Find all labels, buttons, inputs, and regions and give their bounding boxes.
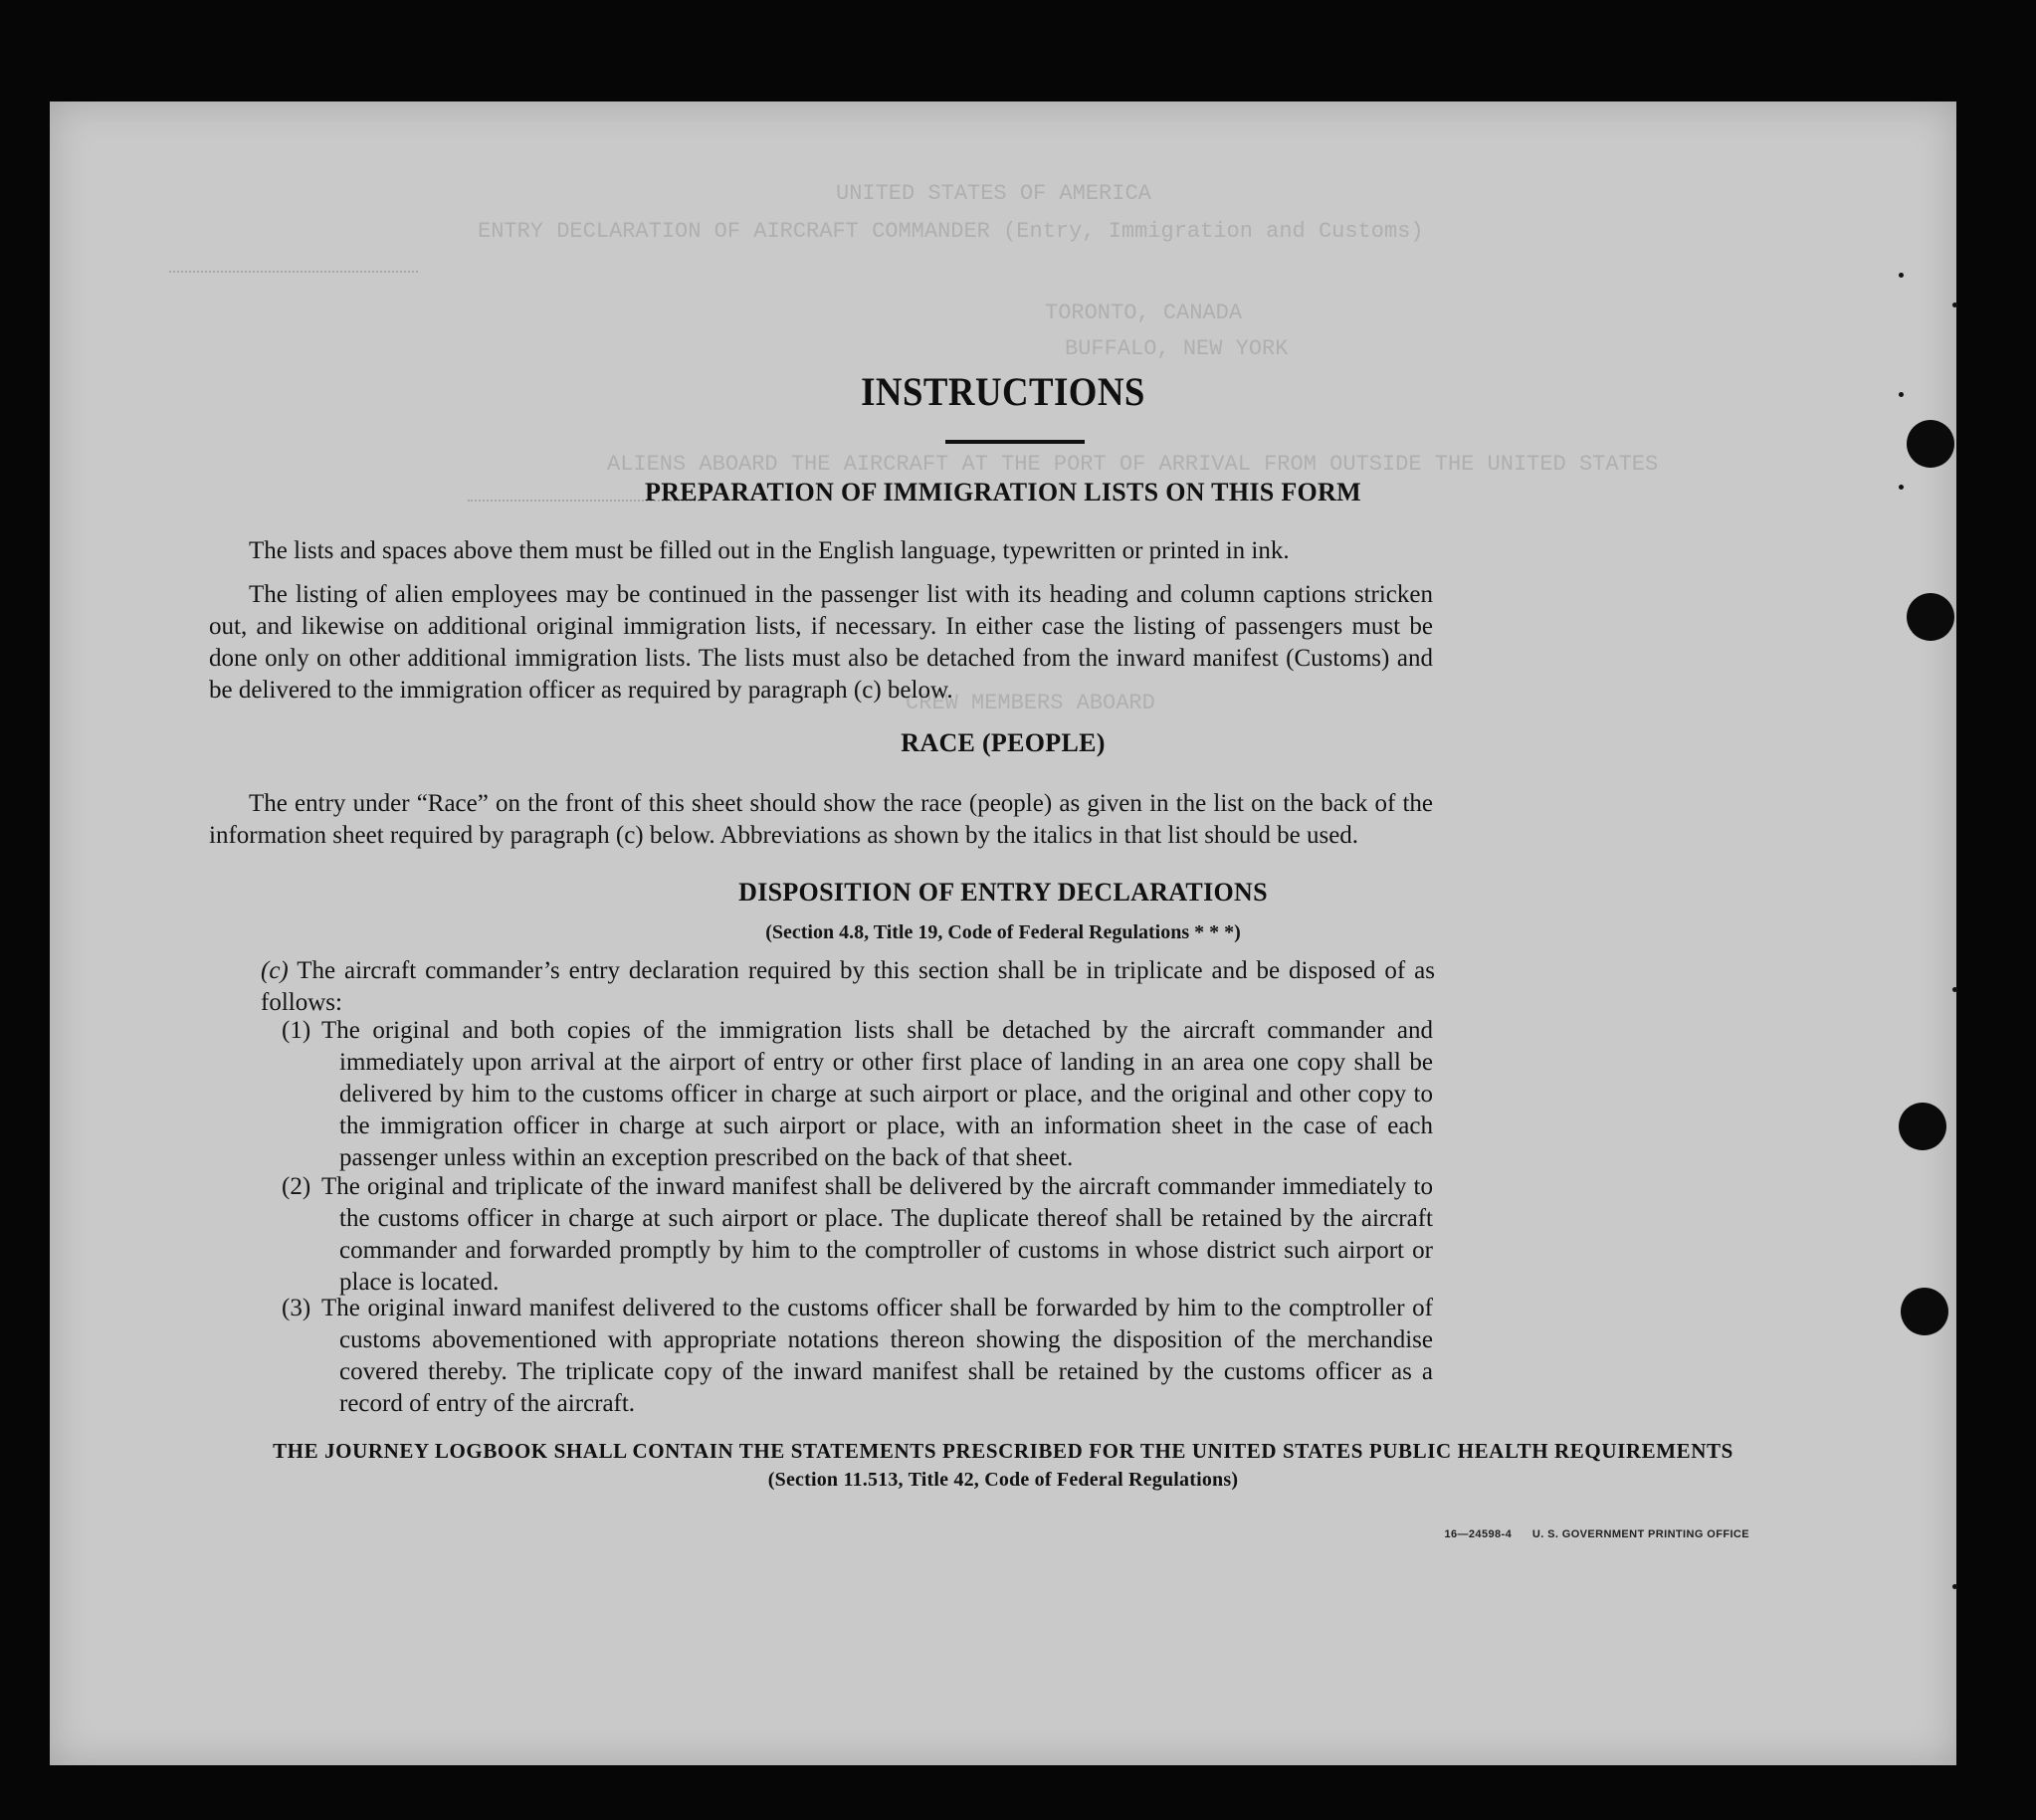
- item-text: The original and triplicate of the inward manifest shall be delivered by the aircraft commander immediately to the customs officer in charge at such airport or place. The duplicate thereof shall be retained by the aircraft commander and forwarded promptly by him to the comptroller of customs in whose district such airport or place is located.: [321, 1173, 1433, 1296]
- speck: [1899, 273, 1904, 278]
- section-subheading-regulation: (Section 4.8, Title 19, Code of Federal Regulations * * *): [765, 921, 1241, 943]
- speck: [1899, 392, 1904, 397]
- paragraph-intro-c: [261, 955, 1435, 1019]
- item-text: The original and both copies of the immigration lists shall be detached by the aircraft commander and immediately upon arrival at the airport of entry or other first place of landing in an area one copy shall be delivered by him to the customs officer in charge at such airport or place, and the original and other copy to the immigration officer in charge at such airport or place, with an information sheet in the case of each passenger unless within an exception prescribed on the back of that sheet.: [321, 1017, 1433, 1171]
- item-number: (2): [282, 1173, 311, 1200]
- page-title: INSTRUCTIONS: [861, 369, 1145, 414]
- intro-text: The aircraft commander’s entry declaration required by this section shall be in triplicate and be disposed of as follows:: [261, 957, 1435, 1016]
- bleed-through-text: UNITED STATES OF AMERICA: [836, 181, 1151, 206]
- item-text: The original inward manifest delivered to the customs officer shall be forwarded by him to the comptroller of customs abovementioned with appropriate notations thereon showing the disposition of the merchandise covered thereby. The triplicate copy of the inward manifest shall be retained by the customs officer as a record of entry of the aircraft.: [321, 1295, 1433, 1417]
- intro-label: (c): [261, 957, 289, 984]
- bleed-through-text: BUFFALO, NEW YORK: [1065, 336, 1289, 361]
- document-sheet: [50, 101, 1956, 1765]
- form-number: 16—24598-4: [1444, 1528, 1513, 1540]
- section-heading-race: RACE (PEOPLE): [901, 728, 1106, 757]
- bleed-through-text: TORONTO, CANADA: [1045, 301, 1243, 325]
- bleed-through-text: ALIENS ABOARD THE AIRCRAFT AT THE PORT OF ARRIVAL FROM OUTSIDE THE UNITED STATES: [607, 452, 1659, 477]
- title-underline: [945, 440, 1085, 444]
- punch-hole: [1907, 420, 1954, 468]
- list-item: [282, 1293, 1433, 1420]
- paragraph-english-language: The lists and spaces above them must be filled out in the English language, typewritten or printed in ink.: [249, 537, 1290, 564]
- bleed-through-text: ENTRY DECLARATION OF AIRCRAFT COMMANDER (Entry, Immigration and Customs): [478, 219, 1424, 244]
- footer-health-requirements: THE JOURNEY LOGBOOK SHALL CONTAIN THE STATEMENTS PRESCRIBED FOR THE UNITED STATES PUBLIC HEALTH REQUIREMENTS: [273, 1439, 1733, 1463]
- section-heading-disposition: DISPOSITION OF ENTRY DECLARATIONS: [738, 878, 1268, 907]
- item-number: (3): [282, 1295, 311, 1321]
- bleed-through-line: [169, 271, 418, 273]
- section-heading-preparation: PREPARATION OF IMMIGRATION LISTS ON THIS FORM: [645, 478, 1361, 506]
- punch-hole: [1901, 1288, 1948, 1335]
- bleed-through-text: CREW MEMBERS ABOARD: [906, 691, 1155, 715]
- list-item: [282, 1171, 1433, 1299]
- punch-hole: [1899, 1103, 1946, 1150]
- punch-hole: [1907, 593, 1954, 641]
- item-number: (1): [282, 1017, 311, 1044]
- speck: [1952, 303, 1957, 307]
- speck: [1952, 987, 1957, 992]
- footer-regulation: (Section 11.513, Title 42, Code of Federal Regulations): [767, 1469, 1239, 1491]
- paragraph-alien-employees: The listing of alien employees may be continued in the passenger list with its heading and column captions stricken out, and likewise on additional original immigration lists, if necessary. In either case the listing of passengers must be done only on other additional immigration lists. The lists must also be detached from the inward manifest (Customs) and be delivered to the immigration officer as required by paragraph (c) below.: [209, 581, 1433, 704]
- list-item: [282, 1015, 1433, 1174]
- speck: [1952, 1584, 1957, 1589]
- printer-name: U. S. GOVERNMENT PRINTING OFFICE: [1531, 1528, 1749, 1540]
- paragraph-race: The entry under “Race” on the front of this sheet should show the race (people) as given in the list on the back of the information sheet required by paragraph (c) below. Abbreviations as shown by the italics in that list should be used.: [209, 790, 1433, 849]
- print-code: [1444, 1528, 1749, 1540]
